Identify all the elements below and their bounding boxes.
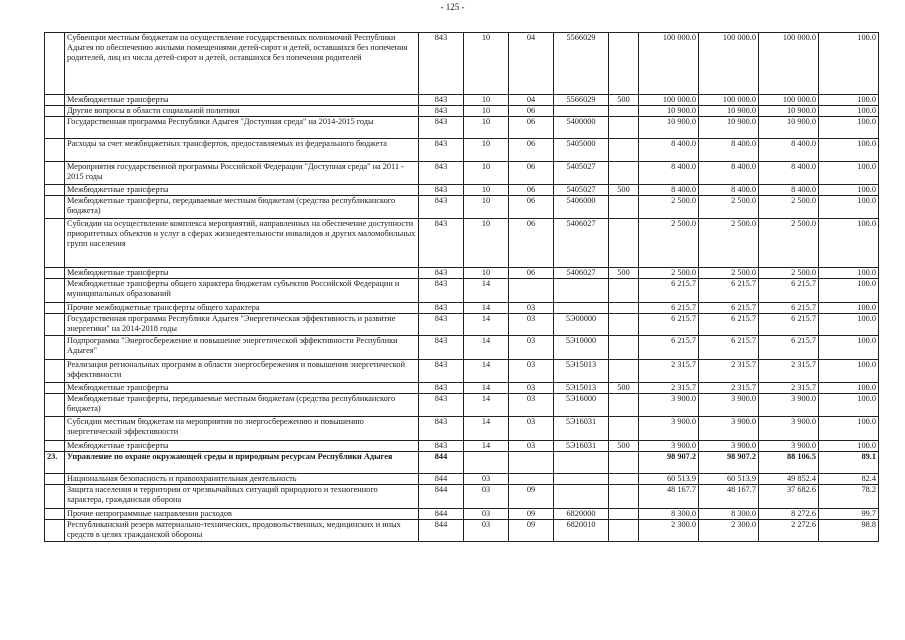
row-target-article: 5Э10000: [554, 336, 609, 360]
row-approved-amount: 3 900.0: [639, 394, 699, 417]
row-approved-amount: 2 500.0: [639, 219, 699, 268]
row-name: Межбюджетные трансферты общего характера бюджетам субъектов Российской Федерации и муниципальных образований: [65, 279, 419, 303]
row-section-code: 14: [464, 383, 509, 394]
row-number: [45, 520, 65, 542]
row-executed-amount: 2 315.7: [759, 360, 819, 383]
row-approved-amount: 48 167.7: [639, 485, 699, 509]
row-expense-type: [609, 139, 639, 162]
row-approved-amount: 3 900.0: [639, 417, 699, 441]
row-percent: 100.0: [819, 314, 879, 336]
row-number: [45, 106, 65, 117]
row-subsection-code: 03: [509, 441, 554, 452]
row-grbs-code: 843: [419, 394, 464, 417]
row-grbs-code: 843: [419, 106, 464, 117]
table-row: [45, 106, 879, 117]
row-grbs-code: 844: [419, 509, 464, 520]
row-refined-amount: 3 900.0: [699, 441, 759, 452]
table-row: [45, 417, 879, 441]
row-executed-amount: 49 852.4: [759, 474, 819, 485]
row-approved-amount: 2 315.7: [639, 360, 699, 383]
row-grbs-code: 843: [419, 303, 464, 314]
row-subsection-code: 06: [509, 139, 554, 162]
row-grbs-code: 843: [419, 336, 464, 360]
row-subsection-code: 06: [509, 219, 554, 268]
row-name: Межбюджетные трансферты: [65, 268, 419, 279]
row-percent: 78.2: [819, 485, 879, 509]
row-name: Межбюджетные трансферты, передаваемые местным бюджетам (средства республиканского бюджета): [65, 394, 419, 417]
row-grbs-code: 843: [419, 196, 464, 219]
row-subsection-code: 09: [509, 520, 554, 542]
row-name: Субсидии местным бюджетам на мероприятия по энергосбережению и повышению энергетической эффективности: [65, 417, 419, 441]
row-target-article: 6820010: [554, 520, 609, 542]
row-refined-amount: 8 400.0: [699, 139, 759, 162]
row-section-code: 10: [464, 106, 509, 117]
row-refined-amount: 6 215.7: [699, 279, 759, 303]
row-subsection-code: 09: [509, 509, 554, 520]
row-approved-amount: 2 315.7: [639, 383, 699, 394]
table-row: [45, 279, 879, 303]
row-percent: 100.0: [819, 279, 879, 303]
row-section-code: 10: [464, 33, 509, 95]
row-expense-type: 500: [609, 268, 639, 279]
row-number: [45, 360, 65, 383]
row-executed-amount: 3 900.0: [759, 441, 819, 452]
row-subsection-code: 06: [509, 162, 554, 185]
row-target-article: [554, 303, 609, 314]
table-row: [45, 268, 879, 279]
row-number: [45, 279, 65, 303]
row-number: [45, 268, 65, 279]
row-refined-amount: 6 215.7: [699, 303, 759, 314]
row-refined-amount: 10 900.0: [699, 106, 759, 117]
row-target-article: 5406027: [554, 268, 609, 279]
table-row: [45, 139, 879, 162]
row-approved-amount: 10 900.0: [639, 106, 699, 117]
row-grbs-code: 844: [419, 520, 464, 542]
row-executed-amount: 8 400.0: [759, 162, 819, 185]
row-target-article: 5Э16000: [554, 394, 609, 417]
row-subsection-code: 06: [509, 196, 554, 219]
table-row: [45, 95, 879, 106]
row-subsection-code: 03: [509, 383, 554, 394]
row-subsection-code: 04: [509, 95, 554, 106]
row-target-article: [554, 279, 609, 303]
row-executed-amount: 8 400.0: [759, 139, 819, 162]
row-section-code: 14: [464, 394, 509, 417]
row-expense-type: [609, 33, 639, 95]
row-target-article: 5Э00000: [554, 314, 609, 336]
row-approved-amount: 6 215.7: [639, 303, 699, 314]
row-number: [45, 417, 65, 441]
row-number: [45, 185, 65, 196]
row-number: [45, 474, 65, 485]
row-approved-amount: 8 300.0: [639, 509, 699, 520]
row-section-code: 03: [464, 485, 509, 509]
budget-table: [44, 32, 879, 542]
row-number: [45, 383, 65, 394]
row-number: 23.: [45, 452, 65, 474]
row-approved-amount: 8 400.0: [639, 185, 699, 196]
row-grbs-code: 843: [419, 279, 464, 303]
row-executed-amount: 3 900.0: [759, 417, 819, 441]
row-target-article: 5566029: [554, 33, 609, 95]
row-expense-type: [609, 314, 639, 336]
row-number: [45, 117, 65, 139]
row-number: [45, 303, 65, 314]
row-grbs-code: 843: [419, 314, 464, 336]
row-expense-type: [609, 196, 639, 219]
row-target-article: 5566029: [554, 95, 609, 106]
row-subsection-code: 03: [509, 394, 554, 417]
row-refined-amount: 2 500.0: [699, 268, 759, 279]
row-refined-amount: 8 400.0: [699, 185, 759, 196]
row-expense-type: [609, 106, 639, 117]
row-approved-amount: 98 907.2: [639, 452, 699, 474]
row-section-code: 14: [464, 314, 509, 336]
row-subsection-code: 06: [509, 117, 554, 139]
row-section-code: 14: [464, 336, 509, 360]
row-name: Межбюджетные трансферты: [65, 383, 419, 394]
row-expense-type: 500: [609, 95, 639, 106]
row-subsection-code: 03: [509, 314, 554, 336]
row-section-code: 10: [464, 117, 509, 139]
row-expense-type: [609, 509, 639, 520]
row-section-code: 10: [464, 196, 509, 219]
row-percent: 100.0: [819, 219, 879, 268]
row-approved-amount: 6 215.7: [639, 336, 699, 360]
row-executed-amount: 6 215.7: [759, 279, 819, 303]
table-row: [45, 196, 879, 219]
row-percent: 100.0: [819, 95, 879, 106]
row-percent: 100.0: [819, 185, 879, 196]
row-expense-type: [609, 336, 639, 360]
row-expense-type: [609, 360, 639, 383]
row-subsection-code: 06: [509, 106, 554, 117]
row-subsection-code: 03: [509, 303, 554, 314]
row-executed-amount: 2 500.0: [759, 196, 819, 219]
row-executed-amount: 2 500.0: [759, 268, 819, 279]
row-expense-type: 500: [609, 383, 639, 394]
row-target-article: 5Э16031: [554, 417, 609, 441]
row-grbs-code: 843: [419, 360, 464, 383]
row-grbs-code: 843: [419, 219, 464, 268]
row-grbs-code: 843: [419, 383, 464, 394]
table-row: [45, 303, 879, 314]
row-refined-amount: 8 300.0: [699, 509, 759, 520]
row-section-code: 14: [464, 360, 509, 383]
table-row: [45, 33, 879, 95]
row-percent: 100.0: [819, 303, 879, 314]
row-refined-amount: 6 215.7: [699, 336, 759, 360]
table-row: [45, 474, 879, 485]
row-approved-amount: 2 500.0: [639, 268, 699, 279]
row-target-article: [554, 106, 609, 117]
row-name: Прочие непрограммные направления расходов: [65, 509, 419, 520]
row-refined-amount: 60 513.9: [699, 474, 759, 485]
row-subsection-code: 03: [509, 336, 554, 360]
row-executed-amount: 2 500.0: [759, 219, 819, 268]
row-refined-amount: 3 900.0: [699, 394, 759, 417]
row-target-article: [554, 485, 609, 509]
row-expense-type: 500: [609, 185, 639, 196]
table-body: [45, 33, 879, 542]
table-row: [45, 441, 879, 452]
page-number: - 125 -: [440, 2, 465, 12]
table-row: [45, 117, 879, 139]
row-grbs-code: 843: [419, 185, 464, 196]
row-section-code: 14: [464, 417, 509, 441]
row-name: Межбюджетные трансферты: [65, 95, 419, 106]
row-executed-amount: 100 000.0: [759, 33, 819, 95]
row-percent: 100.0: [819, 441, 879, 452]
row-number: [45, 394, 65, 417]
row-grbs-code: 844: [419, 485, 464, 509]
row-grbs-code: 843: [419, 162, 464, 185]
row-target-article: 5405027: [554, 185, 609, 196]
row-section-code: 03: [464, 520, 509, 542]
row-refined-amount: 100 000.0: [699, 33, 759, 95]
row-expense-type: [609, 474, 639, 485]
row-name: Межбюджетные трансферты, передаваемые местным бюджетам (средства республиканского бюджета): [65, 196, 419, 219]
row-percent: 82.4: [819, 474, 879, 485]
row-expense-type: [609, 219, 639, 268]
row-section-code: [464, 452, 509, 474]
row-section-code: 14: [464, 279, 509, 303]
row-section-code: 10: [464, 185, 509, 196]
table-row: [45, 452, 879, 474]
row-number: [45, 162, 65, 185]
table-row: [45, 394, 879, 417]
row-section-code: 10: [464, 162, 509, 185]
row-executed-amount: 6 215.7: [759, 303, 819, 314]
row-subsection-code: 06: [509, 268, 554, 279]
row-percent: 100.0: [819, 106, 879, 117]
row-target-article: [554, 474, 609, 485]
row-approved-amount: 60 513.9: [639, 474, 699, 485]
row-executed-amount: 2 315.7: [759, 383, 819, 394]
row-expense-type: [609, 417, 639, 441]
row-name: Государственная программа Республики Адыгея "Энергетическая эффективность и развитие энергетики" на 2014-2018 годы: [65, 314, 419, 336]
row-refined-amount: 98 907.2: [699, 452, 759, 474]
row-percent: 98.8: [819, 520, 879, 542]
row-approved-amount: 3 900.0: [639, 441, 699, 452]
row-target-article: 5Э16031: [554, 441, 609, 452]
row-subsection-code: [509, 474, 554, 485]
table-row: [45, 314, 879, 336]
row-executed-amount: 100 000.0: [759, 95, 819, 106]
row-executed-amount: 2 272.6: [759, 520, 819, 542]
row-expense-type: [609, 452, 639, 474]
table-row: [45, 509, 879, 520]
row-refined-amount: 10 900.0: [699, 117, 759, 139]
row-expense-type: [609, 485, 639, 509]
row-percent: 100.0: [819, 196, 879, 219]
row-subsection-code: 06: [509, 185, 554, 196]
row-name: Национальная безопасность и правоохранительная деятельность: [65, 474, 419, 485]
row-refined-amount: 2 315.7: [699, 360, 759, 383]
row-percent: 100.0: [819, 383, 879, 394]
row-target-article: 5Э15013: [554, 360, 609, 383]
table-row: [45, 485, 879, 509]
table-row: [45, 336, 879, 360]
row-percent: 100.0: [819, 336, 879, 360]
row-percent: 100.0: [819, 139, 879, 162]
row-grbs-code: 843: [419, 417, 464, 441]
row-grbs-code: 844: [419, 452, 464, 474]
row-percent: 100.0: [819, 417, 879, 441]
row-refined-amount: 3 900.0: [699, 417, 759, 441]
row-name: Межбюджетные трансферты: [65, 185, 419, 196]
row-approved-amount: 8 400.0: [639, 139, 699, 162]
row-refined-amount: 2 300.0: [699, 520, 759, 542]
row-percent: 100.0: [819, 33, 879, 95]
row-expense-type: [609, 279, 639, 303]
row-name: Расходы за счет межбюджетных трансфертов, предоставляемых из федерального бюджета: [65, 139, 419, 162]
row-percent: 100.0: [819, 360, 879, 383]
row-percent: 100.0: [819, 162, 879, 185]
row-number: [45, 33, 65, 95]
row-number: [45, 336, 65, 360]
row-target-article: 5405027: [554, 162, 609, 185]
row-percent: 100.0: [819, 117, 879, 139]
row-section-code: 10: [464, 268, 509, 279]
row-target-article: 5Э15013: [554, 383, 609, 394]
row-approved-amount: 2 300.0: [639, 520, 699, 542]
row-target-article: 5406027: [554, 219, 609, 268]
row-approved-amount: 100 000.0: [639, 95, 699, 106]
row-executed-amount: 8 400.0: [759, 185, 819, 196]
row-subsection-code: [509, 279, 554, 303]
row-executed-amount: 10 900.0: [759, 106, 819, 117]
row-number: [45, 95, 65, 106]
row-section-code: 03: [464, 509, 509, 520]
row-refined-amount: 100 000.0: [699, 95, 759, 106]
row-subsection-code: 03: [509, 360, 554, 383]
table-row: [45, 520, 879, 542]
row-target-article: 5405000: [554, 139, 609, 162]
table-row: [45, 360, 879, 383]
row-subsection-code: [509, 452, 554, 474]
row-section-code: 14: [464, 303, 509, 314]
table-row: [45, 219, 879, 268]
table-row: [45, 383, 879, 394]
row-target-article: [554, 452, 609, 474]
row-number: [45, 314, 65, 336]
row-refined-amount: 48 167.7: [699, 485, 759, 509]
row-target-article: 5406000: [554, 196, 609, 219]
row-executed-amount: 37 682.6: [759, 485, 819, 509]
row-name: Субсидии на осуществление комплекса мероприятий, направленных на обеспечение доступности приоритетных объектов и услуг в сферах жизнедеятельности инвалидов и других маломобильных групп населения: [65, 219, 419, 268]
row-name: Защита населения и территории от чрезвычайных ситуаций природного и техногенного характера, гражданская оборона: [65, 485, 419, 509]
row-number: [45, 485, 65, 509]
row-approved-amount: 6 215.7: [639, 314, 699, 336]
row-expense-type: [609, 117, 639, 139]
row-subsection-code: 03: [509, 417, 554, 441]
row-percent: 100.0: [819, 394, 879, 417]
row-name: Субвенции местным бюджетам на осуществление государственных полномочий Республики Адыгея по обеспечению жилыми помещениями детей-сирот и детей, оставшихся без попечения родителей, лиц из числа детей-сирот и детей, оставшихся без попечения родителей: [65, 33, 419, 95]
row-expense-type: [609, 303, 639, 314]
row-name: Мероприятия государственной программы Российской Федерации "Доступная среда" на 2011 - 2015 годы: [65, 162, 419, 185]
row-section-code: 10: [464, 219, 509, 268]
row-grbs-code: 844: [419, 474, 464, 485]
row-number: [45, 219, 65, 268]
row-percent: 100.0: [819, 268, 879, 279]
row-name: Государственная программа Республики Адыгея "Доступная среда" на 2014-2015 годы: [65, 117, 419, 139]
row-executed-amount: 88 106.5: [759, 452, 819, 474]
row-number: [45, 196, 65, 219]
row-refined-amount: 6 215.7: [699, 314, 759, 336]
row-refined-amount: 2 315.7: [699, 383, 759, 394]
row-target-article: 6820000: [554, 509, 609, 520]
table-row: [45, 162, 879, 185]
row-section-code: 14: [464, 441, 509, 452]
row-refined-amount: 2 500.0: [699, 219, 759, 268]
row-grbs-code: 843: [419, 95, 464, 106]
row-grbs-code: 843: [419, 268, 464, 279]
row-executed-amount: 6 215.7: [759, 336, 819, 360]
row-grbs-code: 843: [419, 441, 464, 452]
row-approved-amount: 6 215.7: [639, 279, 699, 303]
row-number: [45, 139, 65, 162]
row-subsection-code: 04: [509, 33, 554, 95]
row-name: Другие вопросы в области социальной политики: [65, 106, 419, 117]
row-executed-amount: 6 215.7: [759, 314, 819, 336]
row-refined-amount: 2 500.0: [699, 196, 759, 219]
row-section-code: 03: [464, 474, 509, 485]
row-executed-amount: 8 272.6: [759, 509, 819, 520]
row-percent: 99.7: [819, 509, 879, 520]
row-grbs-code: 843: [419, 117, 464, 139]
row-number: [45, 509, 65, 520]
row-name: Реализация региональных программ в области энергосбережения и повышения энергетической эффективности: [65, 360, 419, 383]
row-expense-type: 500: [609, 441, 639, 452]
row-executed-amount: 10 900.0: [759, 117, 819, 139]
row-name: Прочие межбюджетные трансферты общего характера: [65, 303, 419, 314]
row-name: Межбюджетные трансферты: [65, 441, 419, 452]
table-row: [45, 185, 879, 196]
row-percent: 89.1: [819, 452, 879, 474]
row-section-code: 10: [464, 95, 509, 106]
row-approved-amount: 2 500.0: [639, 196, 699, 219]
row-expense-type: [609, 520, 639, 542]
row-number: [45, 441, 65, 452]
row-grbs-code: 843: [419, 139, 464, 162]
row-expense-type: [609, 394, 639, 417]
row-executed-amount: 3 900.0: [759, 394, 819, 417]
row-approved-amount: 100 000.0: [639, 33, 699, 95]
row-name: Управление по охране окружающей среды и природным ресурсам Республики Адыгея: [65, 452, 419, 474]
row-subsection-code: 09: [509, 485, 554, 509]
row-grbs-code: 843: [419, 33, 464, 95]
row-expense-type: [609, 162, 639, 185]
row-approved-amount: 8 400.0: [639, 162, 699, 185]
row-section-code: 10: [464, 139, 509, 162]
row-refined-amount: 8 400.0: [699, 162, 759, 185]
row-name: Подпрограмма "Энергосбережение и повышение энергетической эффективности Республики Адыгея": [65, 336, 419, 360]
row-target-article: 5400000: [554, 117, 609, 139]
row-name: Республиканский резерв материально-технических, продовольственных, медицинских и иных средств в целях гражданской обороны: [65, 520, 419, 542]
row-approved-amount: 10 900.0: [639, 117, 699, 139]
